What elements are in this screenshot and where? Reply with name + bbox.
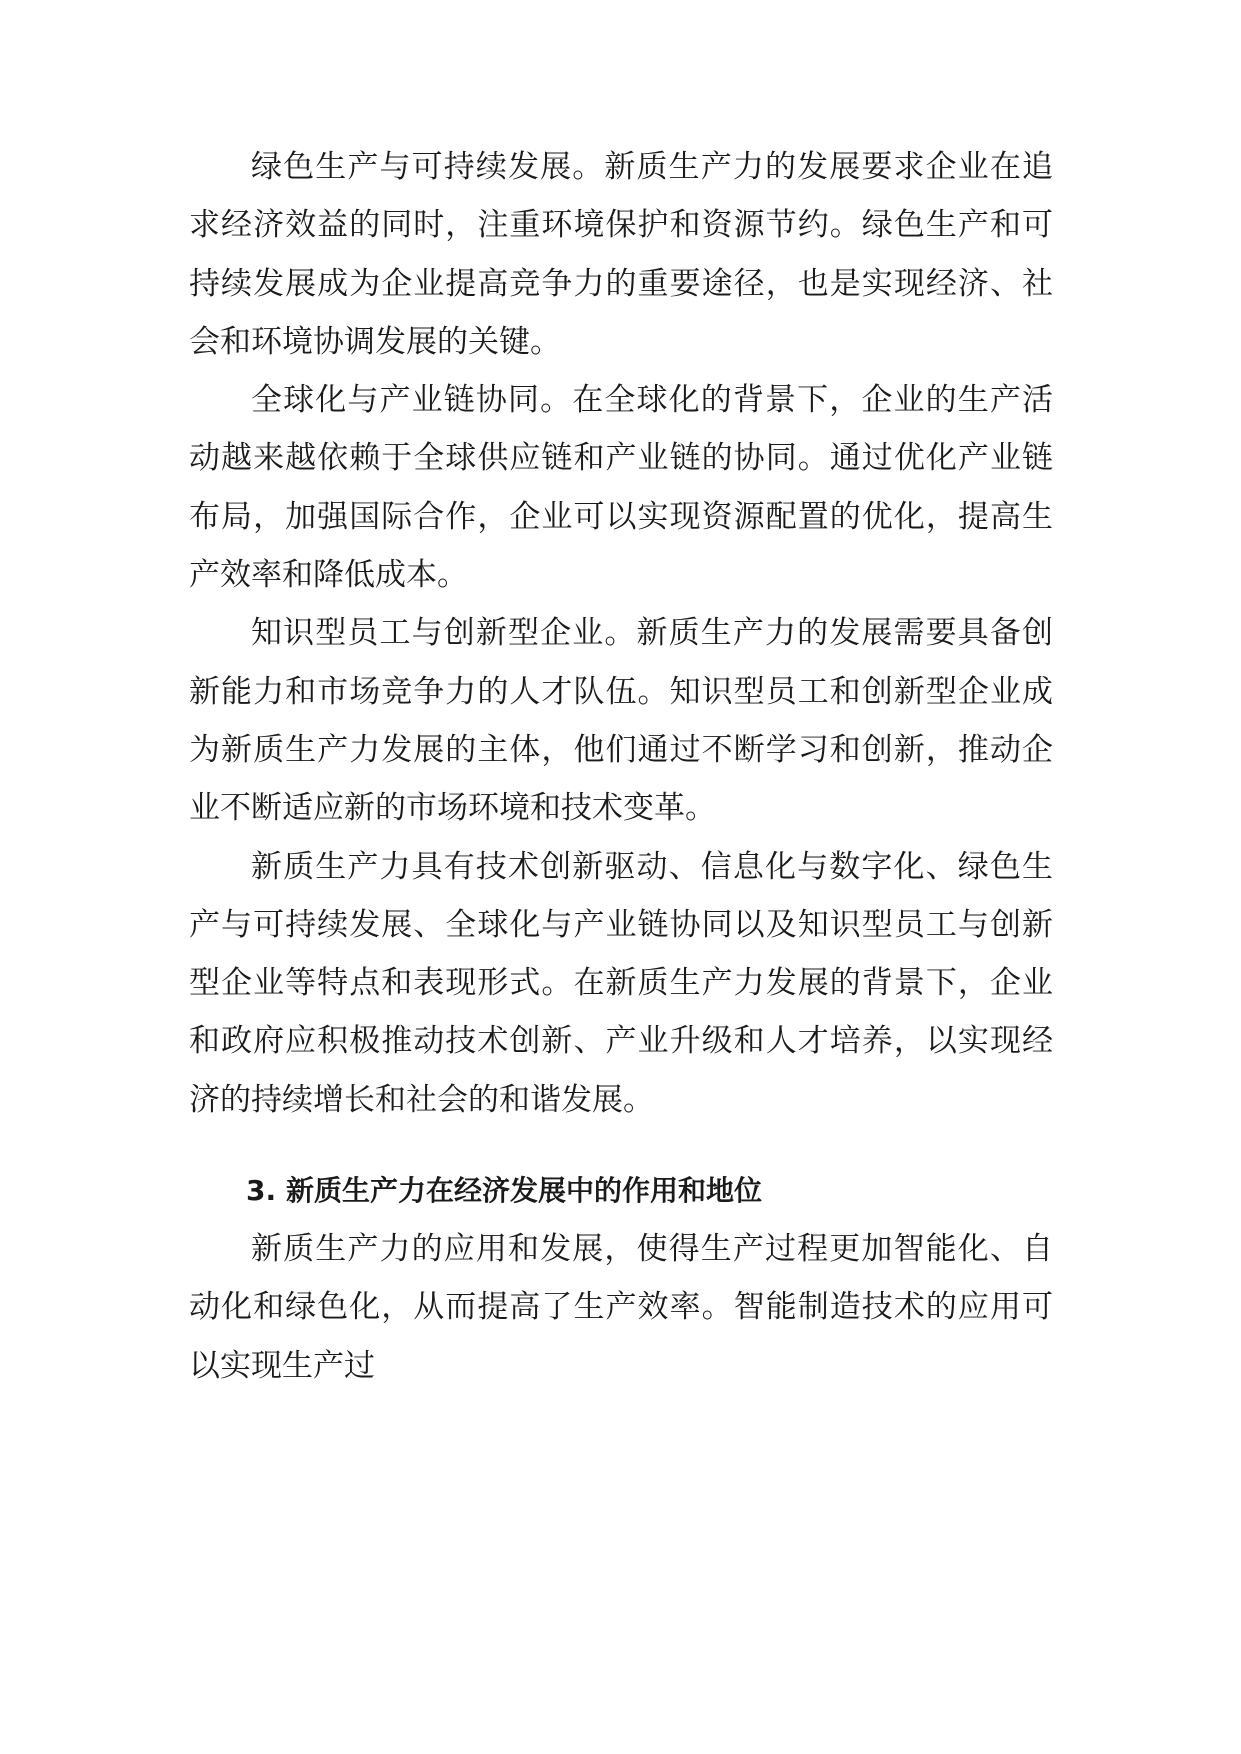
section-heading [189, 1162, 1053, 1220]
section-title: 新质生产力在经济发展中的作用和地位 [286, 1174, 763, 1208]
paragraph-green-production: 绿色生产与可持续发展。新质生产力的发展要求企业在追求经济效益的同时，注重环境保护和资源节约。绿色生产和可持续发展成为企业提高竞争力的重要途径，也是实现经济、社会和环境协调发展的关键。 [189, 149, 1053, 360]
paragraph-summary: 新质生产力具有技术创新驱动、信息化与数字化、绿色生产与可持续发展、全球化与产业链协同以及知识型员工与创新型企业等特点和表现形式。在新质生产力发展的背景下，企业和政府应积极推动技术创新、产业升级和人才培养，以实现经济的持续增长和社会的和谐发展。 [189, 848, 1053, 1118]
paragraph-role-intro: 新质生产力的应用和发展，使得生产过程更加智能化、自动化和绿色化，从而提高了生产效率。智能制造技术的应用可以实现生产过 [189, 1231, 1053, 1384]
paragraph-globalization: 全球化与产业链协同。在全球化的背景下，企业的生产活动越来越依赖于全球供应链和产业链的协同。通过优化产业链布局，加强国际合作，企业可以实现资源配置的优化，提高生产效率和降低成本。 [189, 382, 1053, 594]
document-page [189, 138, 1053, 1395]
section-number: 3. [246, 1174, 277, 1208]
paragraph-knowledge-workers: 知识型员工与创新型企业。新质生产力的发展需要具备创新能力和市场竞争力的人才队伍。知识型员工和创新型企业成为新质生产力发展的主体，他们通过不断学习和创新，推动企业不断适应新的市场环境和技术变革。 [189, 615, 1053, 827]
